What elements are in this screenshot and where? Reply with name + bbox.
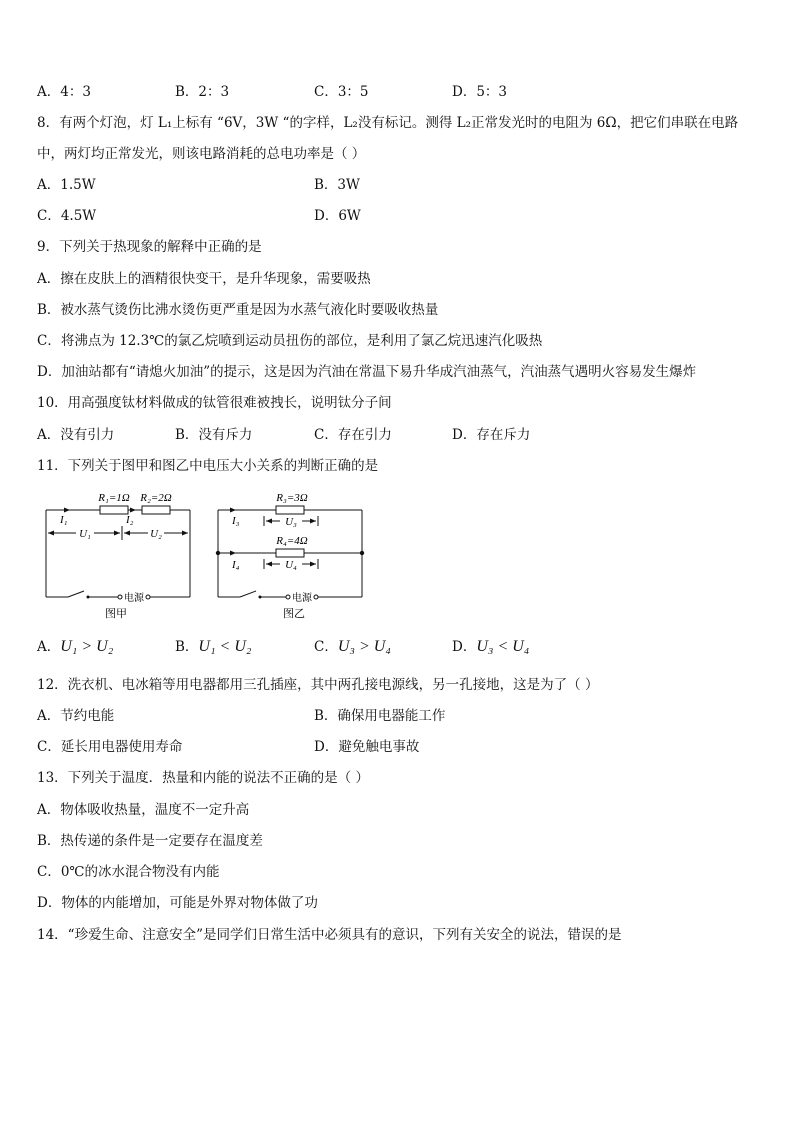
u2-label: U₂ [150, 528, 162, 540]
q9-option-d: D．加油站都有“请熄火加油”的提示，这是因为汽油在常温下易升华成汽油蒸气，汽油蒸气遇明火容易发生爆炸 [37, 364, 697, 380]
circuit-diagram-b [212, 488, 372, 623]
q11-option-c-letter: C． [314, 639, 338, 655]
q13-option-d: D．物体的内能增加，可能是外界对物体做了功 [37, 895, 318, 911]
q9-option-a: A．擦在皮肤上的酒精很快变干，是升华现象，需要吸热 [37, 271, 371, 287]
q10-option-a: A．没有引力 [37, 427, 115, 443]
q13-option-a: A．物体吸收热量，温度不一定升高 [37, 802, 250, 818]
q11-option-b-letter: B． [175, 639, 199, 655]
i3-label: I₃ [232, 515, 240, 527]
q11-option-d-letter: D． [452, 639, 477, 655]
q11-option-c-expr: U₃ > U₄ [337, 638, 391, 655]
q10-option-d: D．存在斥力 [452, 427, 531, 443]
q7-option-a: A．4：3 [37, 84, 91, 100]
q10-option-c: C．存在引力 [314, 427, 392, 443]
q11-option-b [175, 638, 251, 656]
q8-stem-line2: 中，两灯均正常发光，则该电路消耗的总电功率是（ ） [37, 146, 366, 162]
i2-label: I₂ [126, 514, 134, 526]
q8-option-b: B．3W [314, 177, 360, 193]
q11-option-d [452, 638, 529, 656]
q9-stem: 9．下列关于热现象的解释中正确的是 [37, 239, 262, 255]
u4-label: U₄ [285, 559, 297, 571]
q13-stem: 13．下列关于温度．热量和内能的说法不正确的是（ ） [37, 770, 369, 786]
q7-option-c: C．3：5 [314, 84, 369, 100]
q9-option-b: B．被水蒸气烫伤比沸水烫伤更严重是因为水蒸气液化时要吸收热量 [37, 302, 439, 318]
q12-option-a: A．节约电能 [37, 708, 115, 724]
q11-option-a-letter: A． [37, 639, 61, 655]
q10-option-b: B．没有斥力 [175, 427, 253, 443]
q12-stem: 12．洗衣机、电冰箱等用电器都用三孔插座，其中两孔接电源线，另一孔接地，这是为了（ ） [37, 677, 599, 693]
source-label: 电源 [124, 593, 144, 604]
q7-option-b: B．2：3 [175, 84, 230, 100]
circuit-diagram-a [40, 488, 200, 623]
figure-a-caption: 图甲 [105, 608, 127, 620]
q13-option-c: C．0℃的冰水混合物没有内能 [37, 864, 220, 880]
q12-option-b: B．确保用电器能工作 [314, 708, 446, 724]
figure-b-caption: 图乙 [283, 608, 305, 620]
q11-option-b-expr: U₁ < U₂ [198, 638, 252, 655]
q12-option-d: D．避免触电事故 [314, 739, 420, 755]
q12-option-c: C．延长用电器使用寿命 [37, 739, 183, 755]
r1-label: R₁=1Ω [98, 492, 130, 504]
u1-label: U₁ [79, 528, 91, 540]
q14-stem: 14．“珍爱生命、注意安全”是同学们日常生活中必须具有的意识，下列有关安全的说法，错误的是 [37, 927, 622, 943]
q8-option-d: D．6W [314, 208, 361, 224]
source-label: 电源 [292, 593, 312, 604]
q11-option-a-expr: U₁ > U₂ [60, 638, 114, 655]
q11-option-c [314, 638, 391, 656]
q7-option-d: D．5：3 [452, 84, 508, 100]
i1-label: I₁ [60, 514, 68, 526]
q13-option-b: B．热传递的条件是一定要存在温度差 [37, 833, 263, 849]
i4-label: I₄ [232, 559, 240, 571]
q10-stem: 10．用高强度钛材料做成的钛管很难被拽长，说明钛分子间 [37, 395, 392, 411]
q11-option-d-expr: U₃ < U₄ [476, 638, 530, 655]
q9-option-c: C．将沸点为 12.3℃的氯乙烷喷到运动员扭伤的部位，是利用了氯乙烷迅速汽化吸热 [37, 333, 543, 349]
q8-option-a: A．1.5W [37, 177, 96, 193]
r4-label: R₄=4Ω [276, 535, 308, 547]
u3-label: U₃ [285, 516, 297, 528]
q11-stem: 11．下列关于图甲和图乙中电压大小关系的判断正确的是 [37, 458, 379, 474]
r3-label: R₃=3Ω [276, 492, 308, 504]
q8-stem-line1: 8．有两个灯泡，灯 L₁上标有 “6V，3W “的字样，L₂没有标记。测得 L₂正常发光时的电阻为 6Ω，把它们串联在电路 [37, 115, 739, 131]
q11-option-a [37, 638, 113, 656]
r2-label: R₂=2Ω [140, 492, 172, 504]
q8-option-c: C．4.5W [37, 208, 97, 224]
